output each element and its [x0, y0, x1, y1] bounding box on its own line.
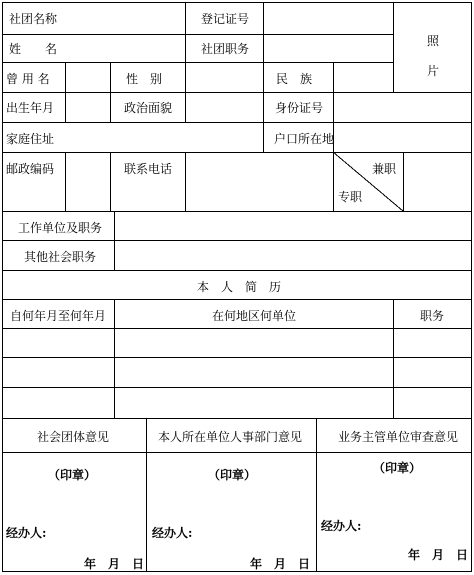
supervisor-date-label: 年 月 日: [408, 548, 469, 562]
resume-title: 本 人 简 历: [197, 280, 282, 294]
hr-seal-label: （印章）: [208, 468, 257, 482]
resume-col-unit: 在何地区何单位: [212, 309, 297, 323]
ethnicity-label: 民 族: [276, 72, 313, 86]
society-handler-label: 经办人:: [6, 526, 47, 540]
home-address-label: 家庭住址: [6, 132, 55, 146]
work-unit-label: 工作单位及职务: [18, 221, 103, 235]
political-status-label: 政治面貌: [124, 101, 173, 115]
postal-code-label: 邮政编码: [6, 162, 55, 176]
resume-col-period: 自何年月至何年月: [10, 309, 107, 323]
supervisor-opinion-title: 业务主管单位审查意见: [338, 430, 459, 444]
society-seal-label: （印章）: [48, 468, 97, 482]
hukou-location-label: 户口所在地: [274, 132, 335, 146]
hr-opinion-title: 本人所在单位人事部门意见: [158, 430, 303, 444]
phone-label: 联系电话: [124, 162, 173, 176]
society-position-label: 社团职务: [201, 42, 250, 56]
society-date-label: 年 月 日: [84, 557, 145, 571]
part-time-label: 兼职: [372, 162, 397, 176]
id-number-label: 身份证号: [275, 101, 324, 115]
name-label: 姓 名: [9, 42, 58, 56]
gender-label: 性 别: [126, 72, 163, 86]
other-positions-label: 其他社会职务: [24, 250, 97, 264]
registration-no-label: 登记证号: [201, 12, 250, 26]
full-time-label: 专职: [338, 190, 363, 204]
supervisor-seal-label: （印章）: [373, 461, 422, 475]
society-name-label: 社团名称: [9, 12, 58, 26]
photo-label: 照片: [426, 34, 439, 78]
resume-col-position: 职务: [420, 309, 445, 323]
former-name-label: 曾 用 名: [6, 72, 50, 86]
birth-date-label: 出生年月: [6, 101, 55, 115]
hr-handler-label: 经办人:: [152, 526, 193, 540]
supervisor-handler-label: 经办人:: [321, 519, 362, 533]
hr-date-label: 年 月 日: [250, 557, 311, 571]
society-opinion-title: 社会团体意见: [37, 430, 110, 444]
